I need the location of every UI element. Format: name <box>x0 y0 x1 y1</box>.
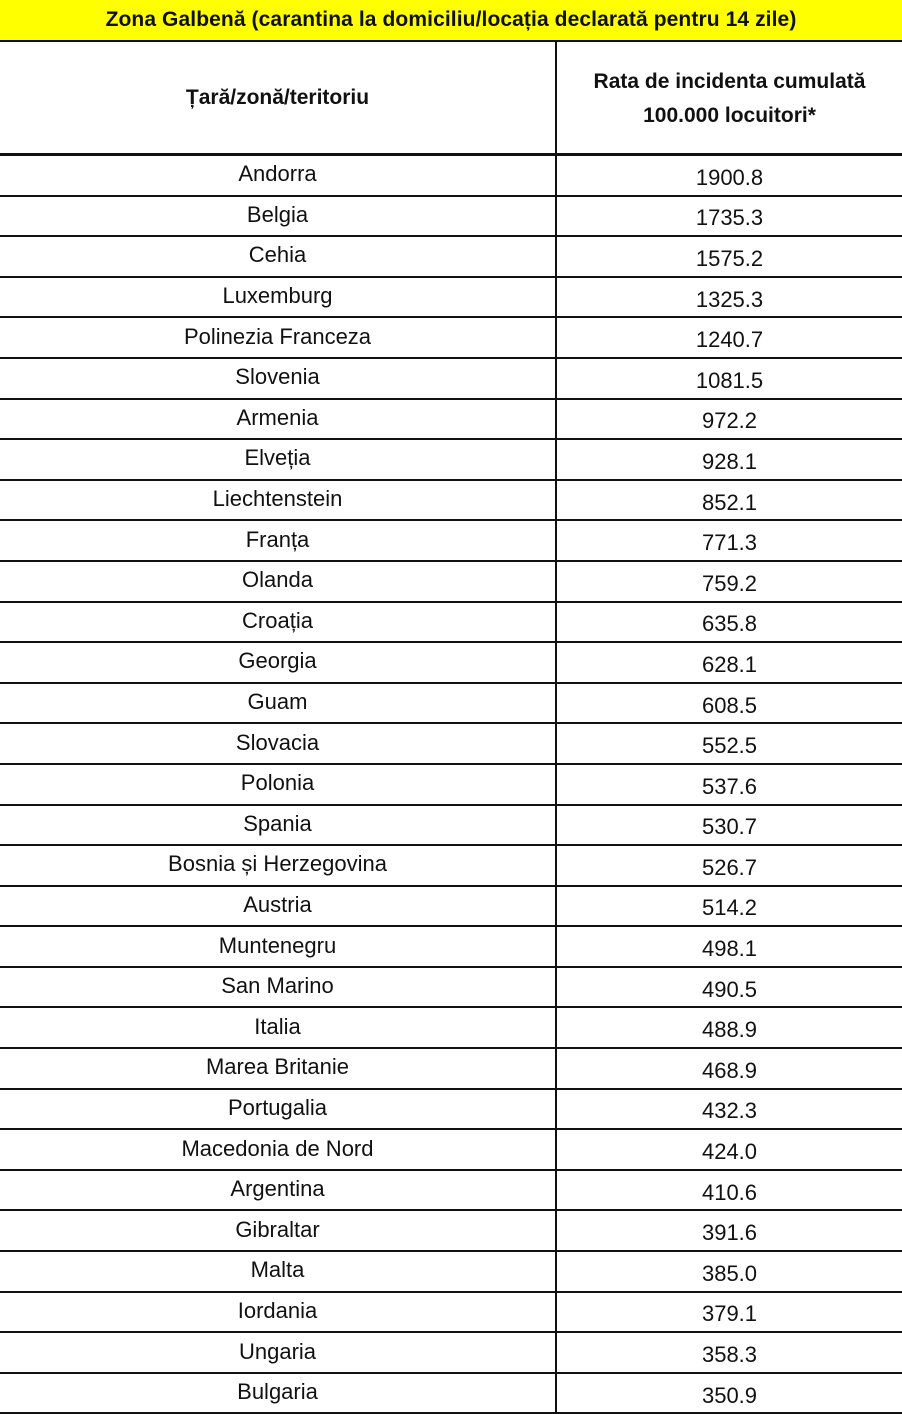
incidence-rate-cell: 490.5 <box>701 976 758 1002</box>
incidence-rate-cell: 379.1 <box>701 1301 758 1327</box>
table-row <box>0 1252 902 1293</box>
country-cell: Armenia <box>0 400 557 439</box>
incidence-rate-cell: 1575.2 <box>695 245 764 271</box>
table-row <box>0 765 902 806</box>
incidence-rate-cell: 1735.3 <box>695 205 764 231</box>
incidence-rate-cell: 759.2 <box>701 570 758 596</box>
country-cell: Malta <box>0 1252 557 1291</box>
table-row <box>0 1130 902 1171</box>
country-cell: Muntenegru <box>0 927 557 966</box>
country-cell: Iordania <box>0 1293 557 1332</box>
country-cell: Guam <box>0 684 557 723</box>
incidence-rate-cell: 514.2 <box>701 895 758 921</box>
country-cell: Andorra <box>0 156 557 195</box>
country-cell: Macedonia de Nord <box>0 1130 557 1169</box>
incidence-rate-cell: 1240.7 <box>695 327 764 353</box>
table-row <box>0 1374 902 1414</box>
table-row <box>0 400 902 441</box>
country-cell: Belgia <box>0 197 557 236</box>
country-cell: Olanda <box>0 562 557 601</box>
country-cell: Luxemburg <box>0 278 557 317</box>
country-cell: Austria <box>0 887 557 926</box>
table-row <box>0 643 902 684</box>
incidence-rate-cell: 771.3 <box>701 530 758 556</box>
country-cell: Bosnia și Herzegovina <box>0 846 557 885</box>
table-header-row <box>0 42 902 156</box>
table-row <box>0 237 902 278</box>
incidence-rate-cell: 526.7 <box>701 854 758 880</box>
incidence-rate-cell: 928.1 <box>701 448 758 474</box>
incidence-rate-cell: 635.8 <box>701 611 758 637</box>
country-cell: Gibraltar <box>0 1211 557 1250</box>
table-body <box>0 156 902 1414</box>
country-cell: San Marino <box>0 968 557 1007</box>
incidence-rate-cell: 972.2 <box>701 408 758 434</box>
table-row <box>0 927 902 968</box>
table-row <box>0 684 902 725</box>
incidence-rate-cell: 410.6 <box>701 1179 758 1205</box>
incidence-rate-cell: 350.9 <box>701 1382 758 1408</box>
incidence-rate-cell: 432.3 <box>701 1098 758 1124</box>
country-cell: Croația <box>0 603 557 642</box>
table-row <box>0 359 902 400</box>
incidence-rate-cell: 358.3 <box>701 1342 758 1368</box>
country-cell: Argentina <box>0 1171 557 1210</box>
incidence-rate-cell: 385.0 <box>701 1260 758 1286</box>
country-cell: Liechtenstein <box>0 481 557 520</box>
incidence-rate-cell: 537.6 <box>701 773 758 799</box>
country-cell: Italia <box>0 1008 557 1047</box>
incidence-rate-cell: 1325.3 <box>695 286 764 312</box>
incidence-rate-cell: 488.9 <box>701 1017 758 1043</box>
incidence-rate-cell: 852.1 <box>701 489 758 515</box>
incidence-rate-cell: 530.7 <box>701 814 758 840</box>
country-cell: Bulgaria <box>0 1374 557 1413</box>
table-row <box>0 562 902 603</box>
table-row <box>0 724 902 765</box>
table-row <box>0 197 902 238</box>
country-cell: Polonia <box>0 765 557 804</box>
incidence-rate-cell: 424.0 <box>701 1139 758 1165</box>
column-header-country <box>0 42 557 153</box>
table-row <box>0 1333 902 1374</box>
column-header-country-label: Țară/zonă/teritoriu <box>185 85 370 109</box>
table-row <box>0 1211 902 1252</box>
table-row <box>0 318 902 359</box>
country-cell: Spania <box>0 806 557 845</box>
country-cell: Portugalia <box>0 1090 557 1129</box>
incidence-rate-cell: 608.5 <box>701 692 758 718</box>
incidence-rate-cell: 391.6 <box>701 1220 758 1246</box>
column-header-rate-label: Rata de incidenta cumulată 100.000 locuitori* <box>593 69 866 127</box>
table-title: Zona Galbenă (carantina la domiciliu/locația declarată pentru 14 zile) <box>0 0 902 42</box>
table-row <box>0 887 902 928</box>
country-cell: Slovenia <box>0 359 557 398</box>
country-cell: Cehia <box>0 237 557 276</box>
country-cell: Polinezia Franceza <box>0 318 557 357</box>
table-row <box>0 1008 902 1049</box>
country-cell: Franța <box>0 521 557 560</box>
table-row <box>0 806 902 847</box>
table-row <box>0 1293 902 1334</box>
country-cell: Ungaria <box>0 1333 557 1372</box>
table-row <box>0 846 902 887</box>
table-row <box>0 278 902 319</box>
table-row <box>0 440 902 481</box>
table-row <box>0 1090 902 1131</box>
incidence-rate-cell: 552.5 <box>701 733 758 759</box>
incidence-rate-cell: 468.9 <box>701 1057 758 1083</box>
table-row <box>0 481 902 522</box>
incidence-rate-cell: 1081.5 <box>695 367 764 393</box>
incidence-rate-cell: 1900.8 <box>695 164 764 190</box>
country-cell: Georgia <box>0 643 557 682</box>
table-row <box>0 521 902 562</box>
incidence-rate-cell: 628.1 <box>701 651 758 677</box>
column-header-rate <box>557 42 902 153</box>
table-row <box>0 603 902 644</box>
incidence-rate-cell: 498.1 <box>701 936 758 962</box>
country-cell: Marea Britanie <box>0 1049 557 1088</box>
country-cell: Slovacia <box>0 724 557 763</box>
table-row <box>0 968 902 1009</box>
country-cell: Elveția <box>0 440 557 479</box>
table-row <box>0 156 902 197</box>
table-row <box>0 1171 902 1212</box>
table-row <box>0 1049 902 1090</box>
